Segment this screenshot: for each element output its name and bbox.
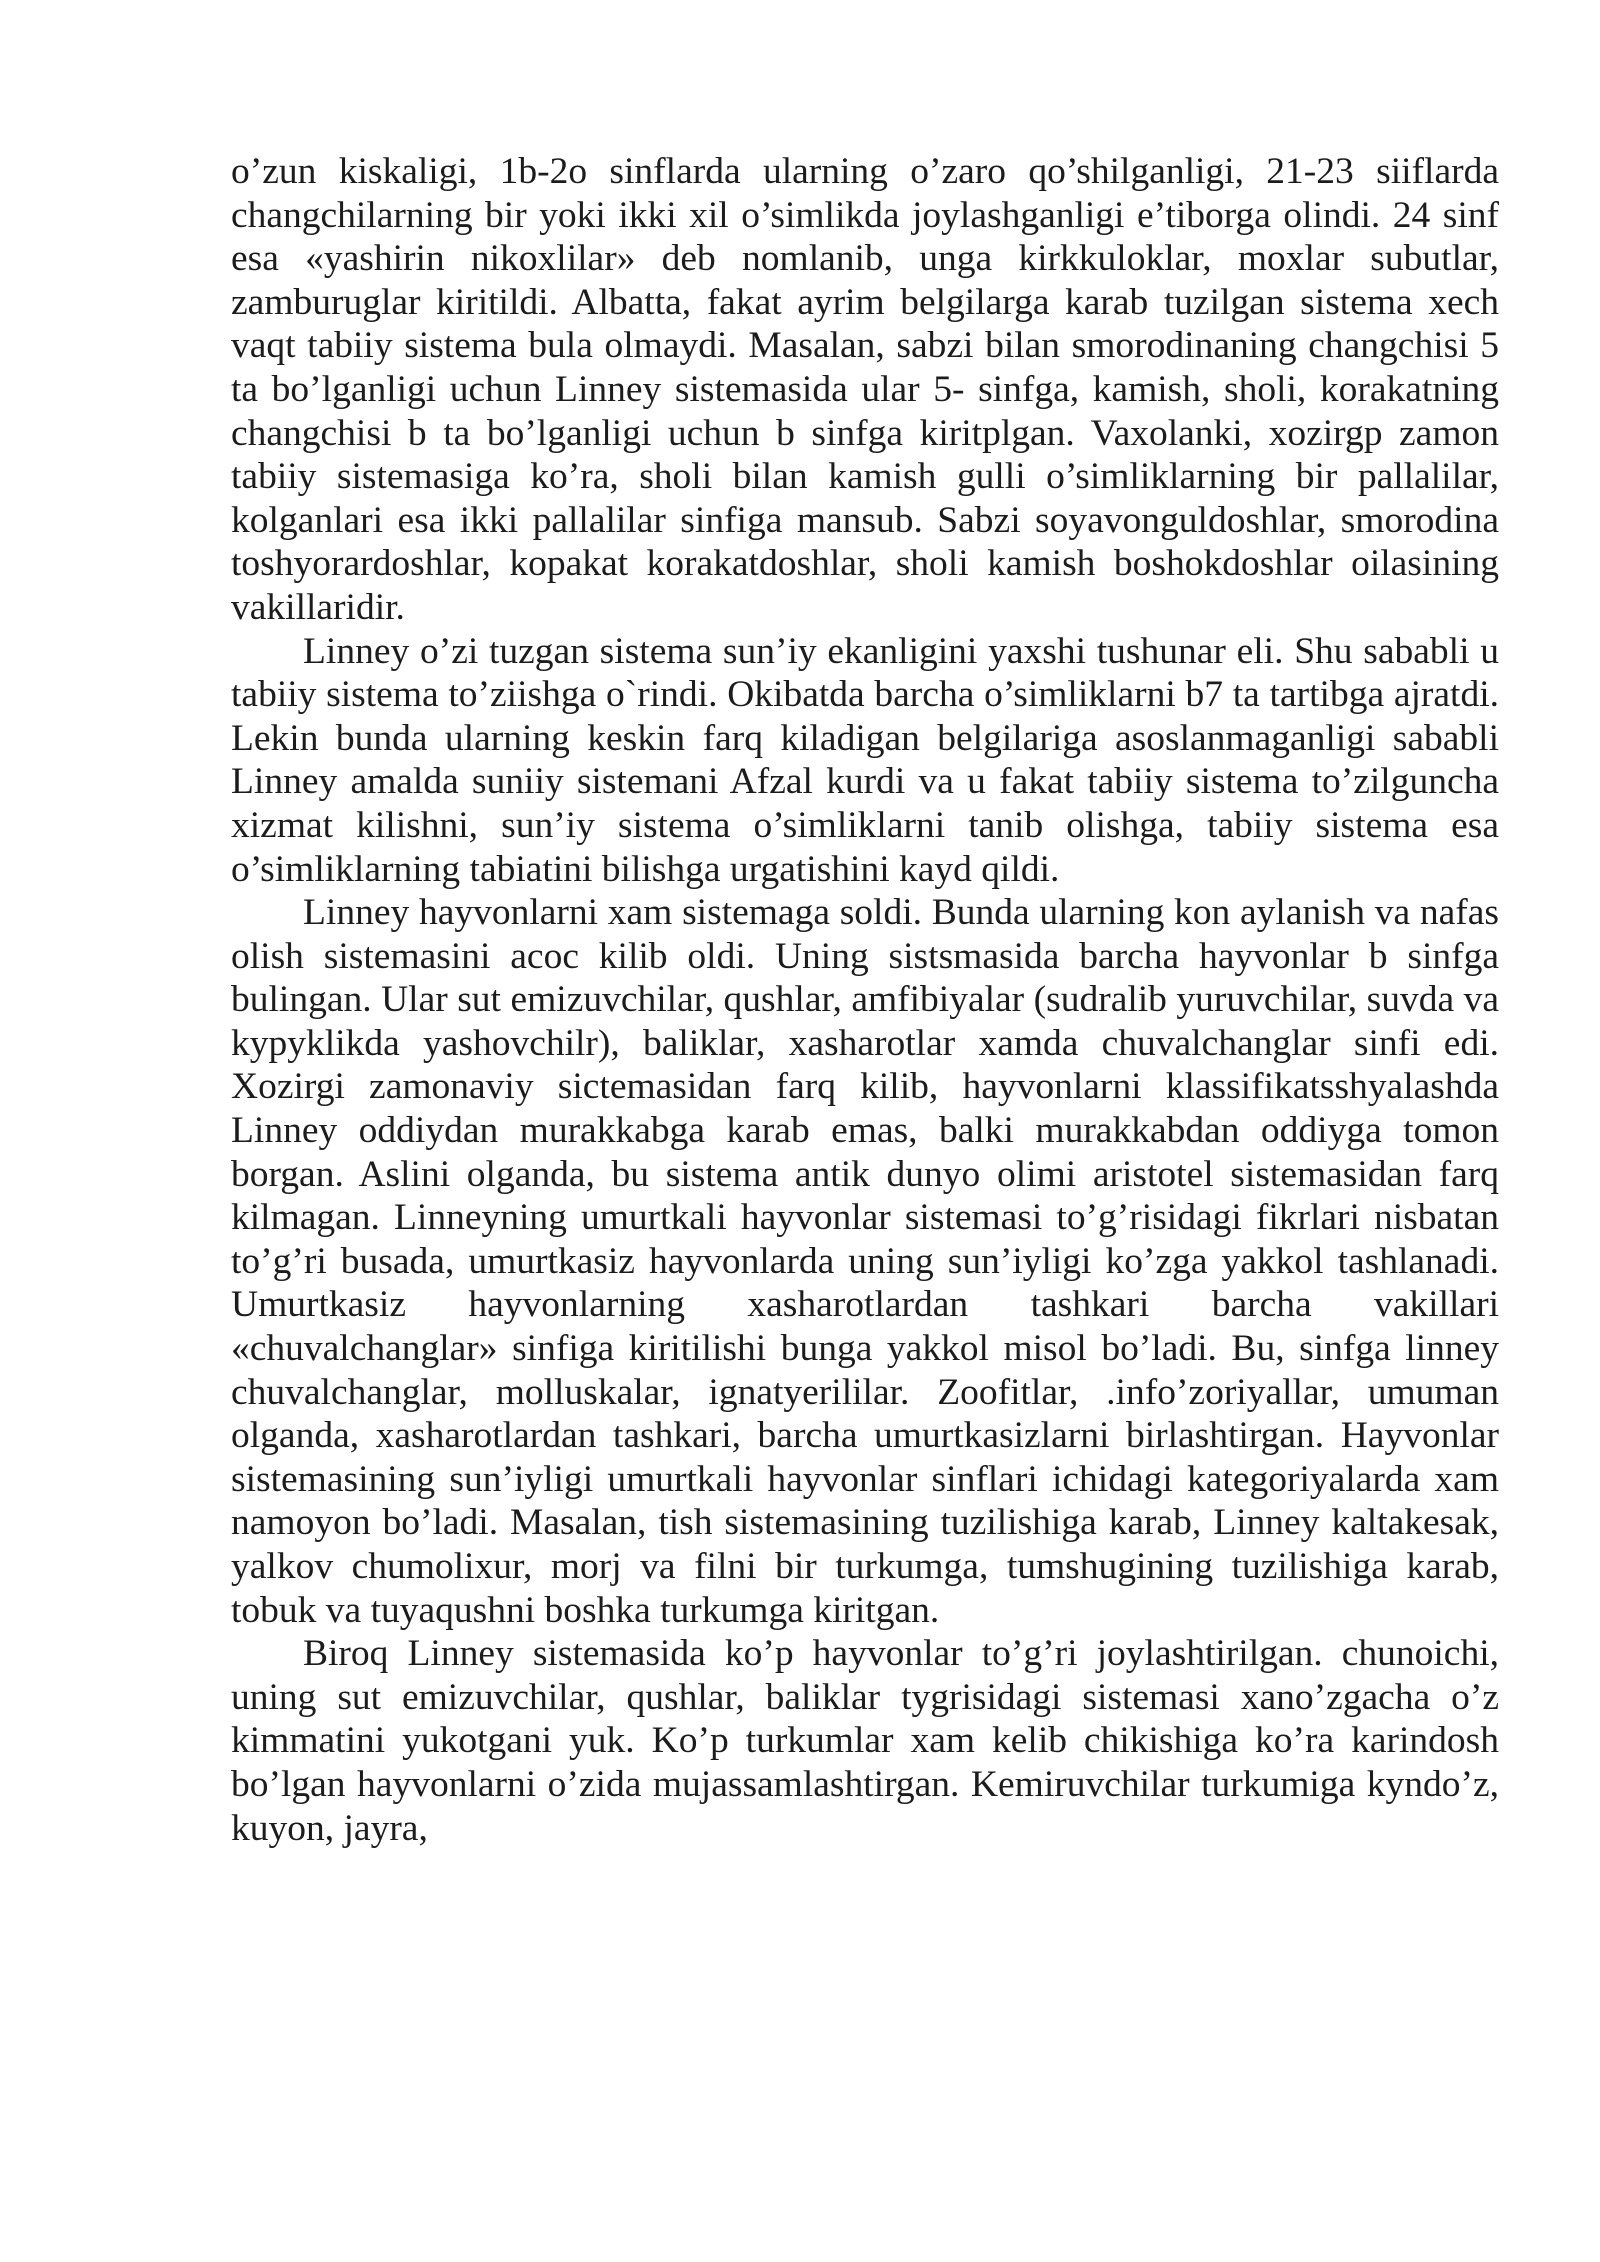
- document-page: [231, 150, 1499, 1850]
- paragraph-2: Linney o’zi tuzgan sistema sun’iy ekanligini yaxshi tushunar eli. Shu sababli u tabiiy sistema to’ziishga o`rindi. Okibatda barcha o’simliklarni b7 ta tartibga ajratdi. Lekin bunda ularning keskin farq kiladigan belgilariga asoslanmaganligi sababli Linney amalda suniiy sistemani Afzal kurdi va u fakat tabiiy sistema to’zilguncha xizmat kilishni, sun’iy sistema o’simliklarni tanib olishga, tabiiy sistema esa o’simliklarning tabiatini bilishga urgatishini kayd qildi.: [231, 630, 1499, 890]
- paragraph-3: Linney hayvonlarni xam sistemaga soldi. Bunda ularning kon aylanish va nafas olish sistemasini acoc kilib oldi. Uning sistsmasida barcha hayvonlar b sinfga bulingan. Ular sut emizuvchilar, qushlar, amfibiyalar (sudralib yuruvchilar, suvda va kypyklikda yashovchilr), baliklar, xasharotlar xamda chuvalchanglar sinfi edi. Xozirgi zamonaviy sictemasidan farq kilib, hayvonlarni klassifikatsshyalashda Linney oddiydan murakkabga karab emas, balki murakkabdan oddiyga tomon borgan. Aslini olganda, bu sistema antik dunyo olimi aristotel sistemasidan farq kilmagan. Linneyning umurtkali hayvonlar sistemasi to’g’risidagi fikrlari nisbatan to’g’ri busada, umurtkasiz hayvonlarda uning sun’iyligi ko’zga yakkol tashlanadi. Umurtkasiz hayvonlarning xasharotlardan tashkari barcha vakillari «chuvalchanglar» sinfiga kiritilishi bunga yakkol misol bo’ladi. Bu, sinfga linney chuvalchanglar, molluskalar, ignatyerililar. Zoofitlar, .info’zoriyallar, umuman olganda, xasharotlardan tashkari, barcha umurtkasizlarni birlashtirgan. Hayvonlar sistemasining sun’iyligi umurtkali hayvonlar sinflari ichidagi kategoriyalarda xam namoyon bo’ladi. Masalan, tish sistemasining tuzilishiga karab, Linney kaltakesak, yalkov chumolixur, morj va filni bir turkumga, tumshugining tuzilishiga karab, tobuk va tuyaqushni boshka turkumga kiritgan.: [231, 892, 1499, 1631]
- paragraph-4: Biroq Linney sistemasida ko’p hayvonlar to’g’ri joylashtirilgan. chunoichi, uning sut emizuvchilar, qushlar, baliklar tygrisidagi sistemasi xano’zgacha o’z kimmatini yukotgani yuk. Ko’p turkumlar xam kelib chikishiga ko’ra karindosh bo’lgan hayvonlarni o’zida mujassamlashtirgan. Kemiruvchilar turkumiga kyndo’z, kuyon, jayra,: [231, 1633, 1499, 1849]
- paragraph-1: o’zun kiskaligi, 1b-2o sinflarda ularning o’zaro qo’shilganligi, 21-23 siiflarda changchilarning bir yoki ikki xil o’simlikda joylashganligi e’tiborga olindi. 24 sinf esa «yashirin nikoxlilar» deb nomlanib, unga kirkkuloklar, moxlar subutlar, zamburuglar kiritildi. Albatta, fakat ayrim belgilarga karab tuzilgan sistema xech vaqt tabiiy sistema bula olmaydi. Masalan, sabzi bilan smorodinaning changchisi 5 ta bo’lganligi uchun Linney sistemasida ular 5- sinfga, kamish, sholi, korakatning changchisi b ta bo’lganligi uchun b sinfga kiritplgan. Vaxolanki, xozirgp zamon tabiiy sistemasiga ko’ra, sholi bilan kamish gulli o’simliklarning bir pallalilar, kolganlari esa ikki pallalilar sinfiga mansub. Sabzi soyavonguldoshlar, smorodina toshyorardoshlar, kopakat korakatdoshlar, sholi kamish boshokdoshlar oilasining vakillaridir.: [231, 151, 1499, 628]
